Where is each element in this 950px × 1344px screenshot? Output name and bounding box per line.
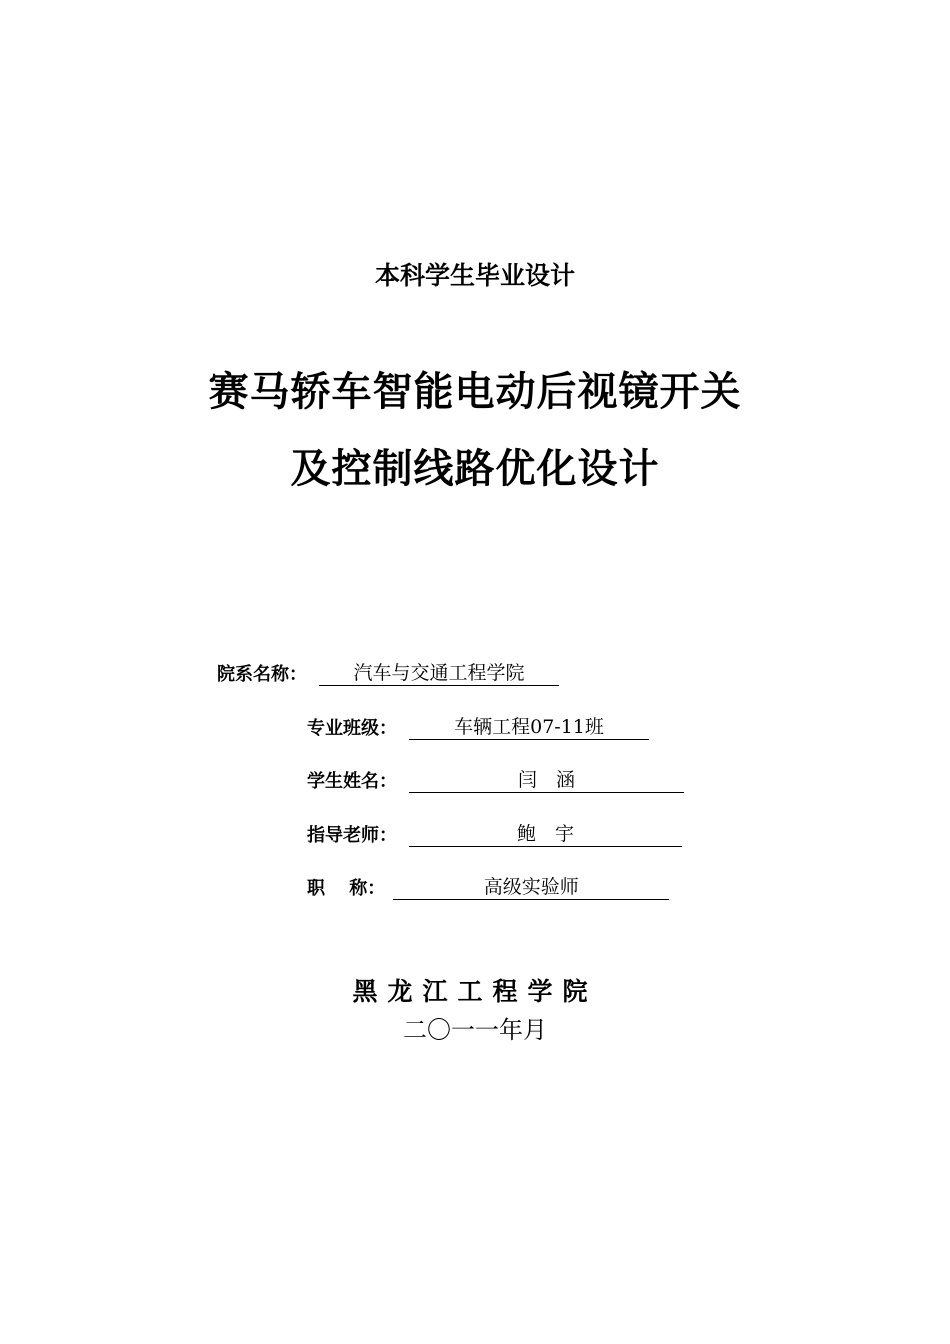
class-label: 专业班级： (307, 718, 397, 739)
school-name: 黑龙江工程学院 (352, 977, 598, 1006)
department-label: 院系名称： (217, 664, 307, 685)
document-subtitle: 本科学生毕业设计 (374, 261, 575, 290)
rank-label: 职 称： (307, 878, 386, 899)
rank-value: 高级实验师 (393, 876, 669, 900)
department-value: 汽车与交通工程学院 (319, 662, 559, 686)
department-row (217, 656, 559, 686)
advisor-row (307, 817, 682, 847)
thesis-title-line-2: 及控制线路优化设计 (290, 445, 660, 492)
student-label: 学生姓名： (307, 771, 397, 792)
student-value: 闫 涵 (409, 769, 684, 793)
student-row (307, 763, 684, 793)
document-date: 二〇一一年月 (403, 1016, 547, 1044)
advisor-value: 鲍 宇 (409, 823, 682, 847)
rank-row (307, 870, 669, 900)
class-value: 车辆工程07-11班 (409, 716, 649, 740)
class-row (307, 710, 649, 740)
thesis-title-line-1: 赛马轿车智能电动后视镜开关 (208, 368, 742, 415)
advisor-label: 指导老师： (307, 825, 397, 846)
